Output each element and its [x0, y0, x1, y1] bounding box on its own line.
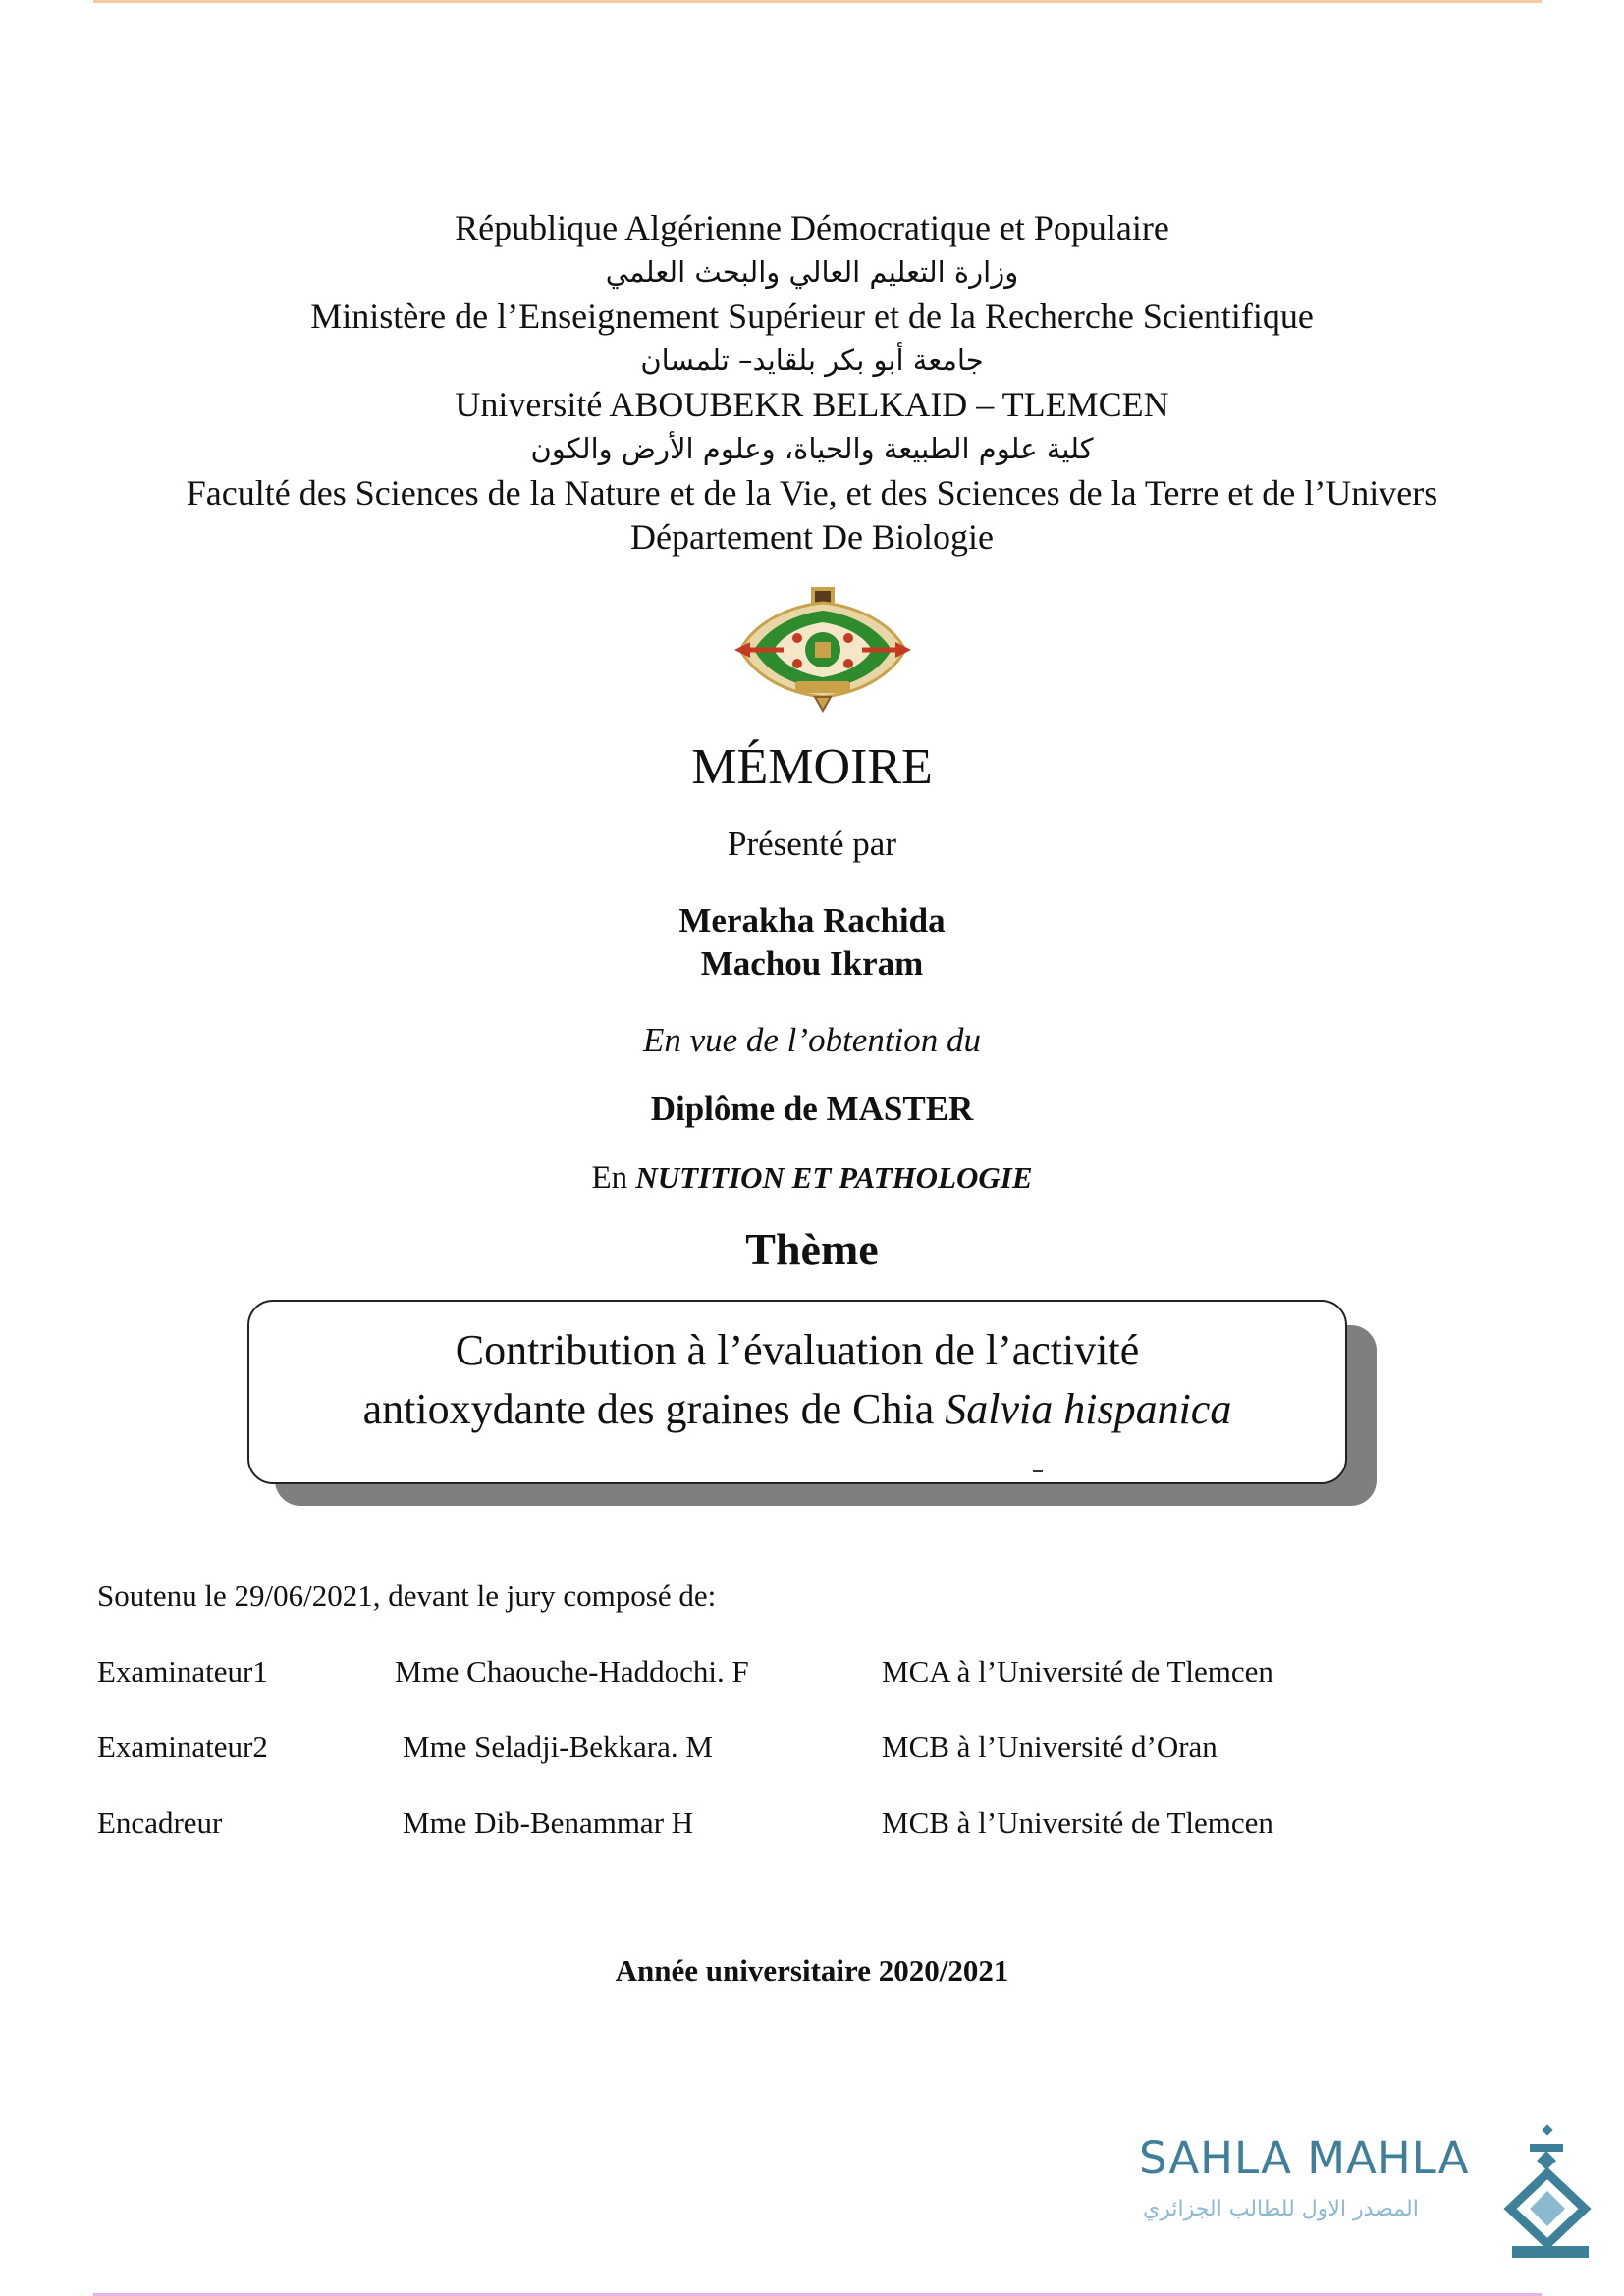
speciality-name: NUTITION ET PATHOLOGIE — [635, 1160, 1033, 1195]
ministry-arabic-line: وزارة التعليم العالي والبحث العلمي — [605, 255, 1019, 289]
faculty-line: Faculté des Sciences de la Nature et de la Vie, et des Sciences de la Terre et de l’Univers — [186, 473, 1438, 512]
top-border-line — [93, 0, 1542, 3]
university-line: Université ABOUBEKR BELKAID – TLEMCEN — [455, 385, 1169, 424]
speciality-line — [0, 1156, 1624, 1200]
academic-year: Année universitaire 2020/2021 — [615, 1953, 1009, 1988]
presented-by-label: Présenté par — [727, 825, 896, 863]
author-name: Merakha Rachida — [678, 901, 946, 939]
jury-role: Examinateur2 — [97, 1730, 268, 1764]
speciality-prefix: En — [591, 1160, 628, 1196]
watermark-brand: SAHLA MAHLA — [1139, 2132, 1470, 2184]
memoire-heading: MÉMOIRE — [691, 739, 933, 795]
jury-affiliation: MCB à l’Université d’Oran — [882, 1730, 1218, 1764]
jury-affiliation: MCA à l’Université de Tlemcen — [882, 1654, 1273, 1688]
ministry-line: Ministère de l’Enseignement Supérieur et de la Recherche Scientifique — [310, 296, 1314, 336]
faculty-arabic-line: كلية علوم الطبيعة والحياة، وعلوم الأرض والكون — [530, 432, 1094, 465]
dash-mark — [1033, 1470, 1043, 1472]
in-view-of-label: En vue de l’obtention du — [642, 1021, 982, 1059]
university-emblem-icon — [727, 585, 919, 715]
watermark-tagline: المصدر الاول للطالب الجزائري — [1143, 2197, 1419, 2221]
defense-statement: Soutenu le 29/06/2021, devant le jury composé de: — [97, 1578, 717, 1613]
jury-role: Encadreur — [97, 1805, 223, 1840]
theme-title-line-1: Contribution à l’évaluation de l’activité — [455, 1326, 1140, 1374]
watermark — [1139, 2120, 1600, 2268]
scientific-name: Salvia hispanica — [945, 1385, 1232, 1433]
department-line: Département De Biologie — [630, 517, 994, 557]
theme-label: Thème — [745, 1224, 879, 1274]
theme-title-line-2 — [249, 1380, 1345, 1439]
jury-row — [0, 1728, 1624, 1767]
diploma-label: Diplôme de MASTER — [650, 1090, 974, 1128]
jury-name: Mme Chaouche-Haddochi. F — [395, 1654, 749, 1688]
jury-row — [0, 1803, 1624, 1842]
jury-role: Examinateur1 — [97, 1654, 268, 1688]
jury-row — [0, 1652, 1624, 1691]
jury-name: Mme Dib-Benammar H — [403, 1805, 694, 1840]
sahla-mahla-logo-icon — [1500, 2120, 1598, 2268]
university-arabic-line: جامعة أبو بكر بلقايد– تلمسان — [640, 344, 984, 377]
theme-title-text: antioxydante des graines de Chia — [362, 1385, 935, 1433]
author-name: Machou Ikram — [700, 944, 924, 983]
institution-header — [0, 206, 1624, 560]
jury-name: Mme Seladji-Bekkara. M — [403, 1730, 713, 1764]
jury-affiliation: MCB à l’Université de Tlemcen — [882, 1805, 1273, 1840]
republic-line: République Algérienne Démocratique et Populaire — [455, 208, 1169, 247]
theme-title-box — [247, 1300, 1347, 1484]
